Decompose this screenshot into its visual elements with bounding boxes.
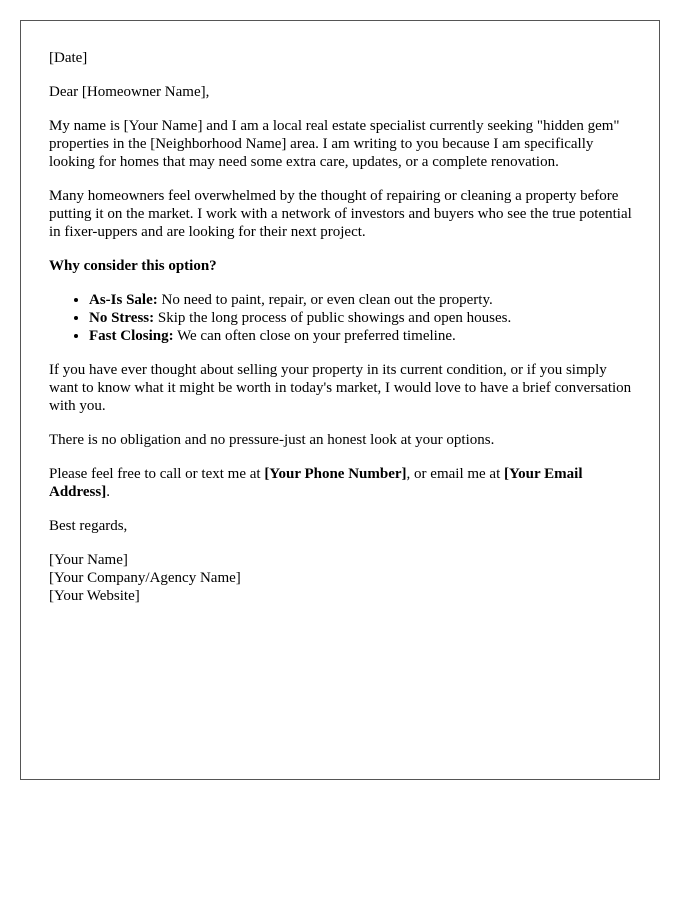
letter-body [49, 49, 633, 621]
letter-page [20, 20, 660, 780]
contact-phone: [Your Phone Number] [264, 466, 407, 482]
benefit-label: As-Is Sale: [89, 292, 158, 308]
letter-paragraph-network: Many homeowners feel overwhelmed by the thought of repairing or cleaning a property before putting it on the market. I work with a network of investors and buyers who see the true potential in fixer-uppers and are looking for their next project. [49, 188, 632, 240]
signature-company: [Your Company/Agency Name] [49, 570, 241, 586]
contact-prefix: Please feel free to call or text me at [49, 466, 265, 482]
letter-signature [49, 551, 633, 605]
benefit-text: No need to paint, repair, or even clean out the property. [157, 292, 493, 308]
letter-paragraph-intro: My name is [Your Name] and I am a local real estate specialist currently seeking "hidden gem" properties in the [Neighborhood Name] area. I am writing to you because I am specifically looking for homes that may need some extra care, updates, or a complete renovation. [49, 118, 620, 170]
signature-website: [Your Website] [49, 588, 140, 604]
letter-closing: Best regards, [49, 518, 128, 534]
benefit-label: Fast Closing: [89, 328, 174, 344]
benefit-text: We can often close on your preferred timeline. [173, 328, 456, 344]
letter-contact-paragraph [49, 465, 633, 501]
benefit-text: Skip the long process of public showings and open houses. [154, 310, 512, 326]
letter-salutation: Dear [Homeowner Name], [49, 84, 210, 100]
contact-email: [Your Email Address] [49, 466, 583, 500]
why-consider-heading: Why consider this option? [49, 258, 217, 274]
benefit-label: No Stress: [89, 310, 155, 326]
benefits-list [49, 291, 633, 345]
contact-suffix: . [106, 484, 110, 500]
list-item [89, 309, 633, 327]
signature-name: [Your Name] [49, 552, 128, 568]
list-item [89, 291, 633, 309]
letter-date: [Date] [49, 50, 88, 66]
letter-paragraph-no-obligation: There is no obligation and no pressure-just an honest look at your options. [49, 432, 495, 448]
contact-middle: , or email me at [406, 466, 505, 482]
letter-paragraph-selling: If you have ever thought about selling your property in its current condition, or if you simply want to know what it might be worth in today's market, I would love to have a brief conversation with you. [49, 362, 632, 414]
list-item [89, 327, 633, 345]
